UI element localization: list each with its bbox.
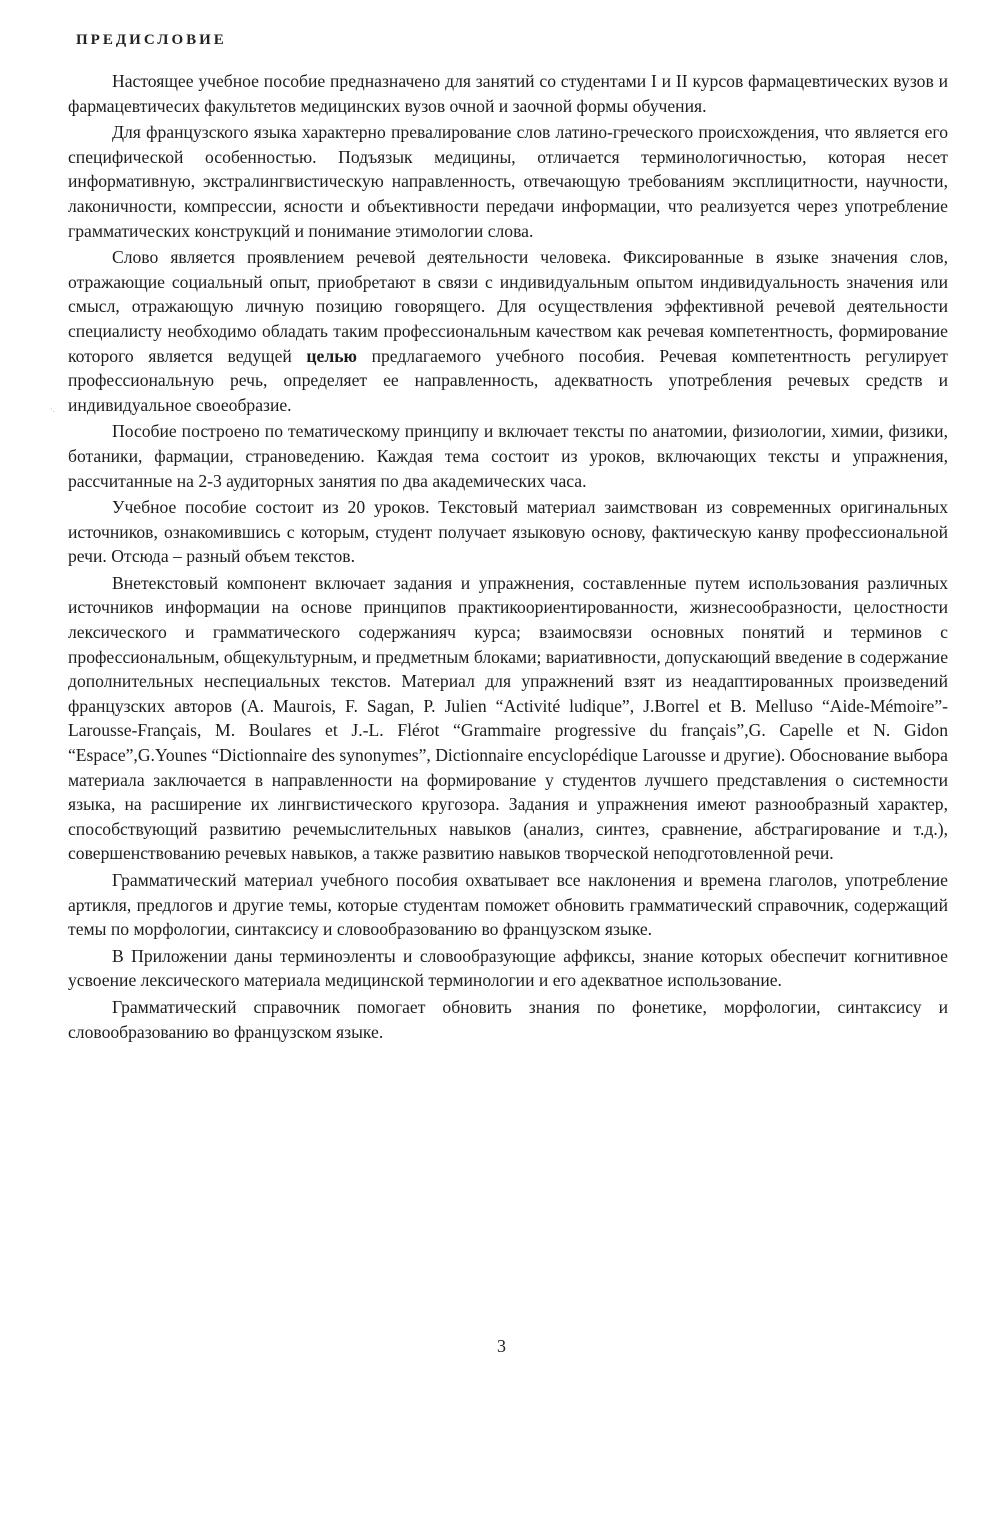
paragraph: Пособие построено по тематическому принципу и включает тексты по анатомии, физиологии, химии, физики, ботаники, фармации, страноведению. Каждая тема состоит из уроков, включающих тексты и упражнения, рассчитанные на 2-3 аудиторных занятия по два академических часа. <box>68 421 948 491</box>
paragraph: В Приложении даны терминоэленты и словообразующие аффиксы, знание которых обеспечит когнитивное усвоение лексического материала медицинской терминологии и его адекватное использование. <box>68 945 948 991</box>
paragraph <box>68 245 948 417</box>
paragraph: Для французского языка характерно превалирование слов латино-греческого происхождения, что является его специфической особенностью. Подъязык медицины, отличается терминологичностью, которая несет информативную, экстралингвистическую направленность, отвечающую требованиям эксплицитности, научности, лаконичности, компрессии, ясности и объективности передачи информации, что реализуется через употребление грамматических конструкций и понимание этимологии слова. <box>68 122 948 241</box>
emphasis-word: целью <box>306 345 357 366</box>
document-page <box>68 32 948 1046</box>
paragraph-text: предлагаемого учебного пособия. Речевая компетентность регулирует профессиональную речь, определяет ее направленность, адекватность употребления речевых средств и индивидуальное своеобразие. <box>68 345 948 415</box>
page-number: 3 <box>497 1336 506 1356</box>
paragraph: Настоящее учебное пособие предназначено для занятий со студентами I и II курсов фармацевтических вузов и фармацевтичесих факультетов медицинских вузов очной и заочной формы обучения. <box>68 71 948 116</box>
scan-speck: ·. <box>50 405 55 414</box>
page-heading: ПРЕДИСЛОВИЕ <box>76 32 227 48</box>
paragraph: Учебное пособие состоит из 20 уроков. Текстовый материал заимствован из современных оригинальных источников, ознакомившись с которым, студент получает языковую основу, фактическую канву профессиональной речи. Отсюда – разный объем текстов. <box>68 497 948 567</box>
paragraph: Грамматический материал учебного пособия охватывает все наклонения и времена глаголов, употребление артикля, предлогов и другие темы, которые студентам поможет обновить грамматический справочник, содержащий темы по морфологии, синтаксису и словообразованию во французском языке. <box>68 870 948 940</box>
paragraph: Внетекстовый компонент включает задания и упражнения, составленные путем использования различных источников информации на основе принципов практикоориентированности, жизнесообразности, целостности лексического и грамматического содержанияч курса; взаимосвязи основных понятий и терминов с профессиональным, общекультурным, и предметным блоками; вариативности, допускающий введение в содержание дополнительных неспециальных текстов. Материал для упражнений взят из неадаптированных произведений французских авторов (A. Maurois, F. Sagan, P. Julien “Activité ludique”, J.Borrel et B. Melluso “Aide-Mémoire”- Larousse-Français, M. Boulares et J.-L. Flérot “Grammaire progressive du français”,G. Capelle et N. Gidon “Espace”,G.Younes “Dictionnaire des synonymes”, Dictionnaire encyclopédique Larousse и другие). Обоснование выбора материала заключается в направленности на формирование у студентов лучшего представления о системности языка, на расширение их лингвистического кругозора. Задания и упражнения имеют разнообразный характер, способствующий развитию речемыслительных навыков (анализ, синтез, сравнение, абстрагирование и т.д.), совершенствованию речевых навыков, а также развитию навыков творческой неподготовленной речи. <box>68 572 948 864</box>
paragraph-text: Слово является проявлением речевой деятельности человека. Фиксированные в языке значения слов, отражающие социальный опыт, приобретают в связи с индивидуальным опытом индивидуальность значения или смысл, отражающую личную позицию говорящего. Для осуществления эффективной речевой деятельности специалисту необходимо обладать таким профессиональным качеством как речевая компетентность, формирование которого является ведущей <box>68 247 948 366</box>
paragraph: Грамматический справочник помогает обновить знания по фонетике, морфологии, синтаксису и словообразованию во французском языке. <box>68 996 948 1042</box>
